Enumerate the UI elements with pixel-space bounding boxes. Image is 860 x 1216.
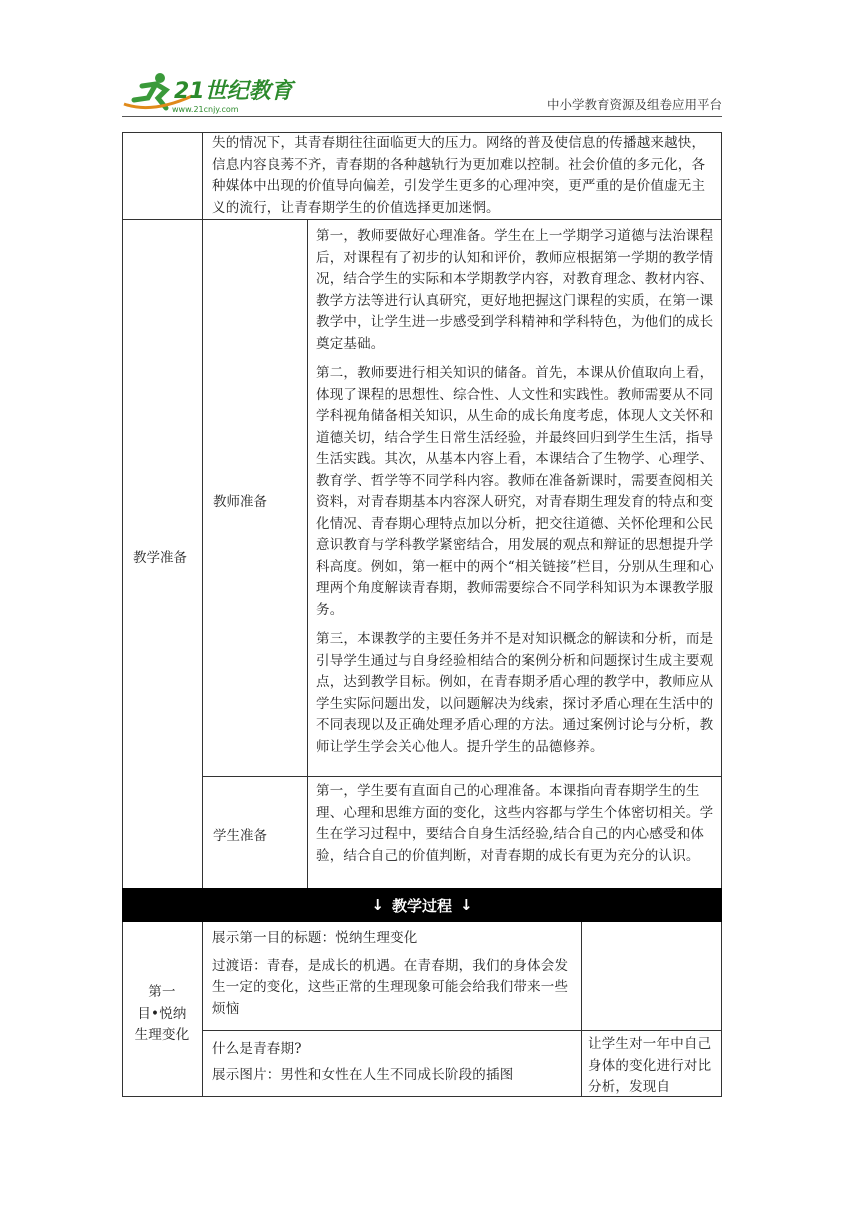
- arrow-down-icon: ↓: [460, 896, 473, 914]
- section1-image-note: 展示图片：男性和女性在人生不同成长阶段的插图: [212, 1066, 514, 1083]
- teacher-prep-p2: 第二，教师要进行相关知识的储备。首先，本课从价值取向上看，体现了课程的思想性、综合性、人文性和实践性。教师需要从不同学科视角储备相关知识，从生命的成长角度考虑，体现人文关怀和道德关切，结合学生日常生活经验，并最终回归到学生生活，指导生活实践。其次，从基本内容上看，本课结合了生物学、心理学、教育学、哲学等不同学科内容。教师在准备新课时，需要查阅相关资料，对青春期基本内容深人研究，对青春期生理发育的特点和变化情况、青春期心理特点加以分析，把交往道德、关怀伦理和公民意识教育与学科教学紧密结合，用发展的观点和辩证的思想提升学科高度。例如，第一框中的两个“相关链接”栏目，分别从生理和心理两个角度解读青春期，教师需要综合不同学科知识为本课教学服务。: [316, 365, 714, 618]
- arrow-down-icon: ↓: [371, 896, 384, 914]
- teacher-prep-content: [316, 226, 716, 758]
- logo: [122, 68, 322, 118]
- prep-label: 教学准备: [133, 550, 187, 566]
- intro-paragraph: 失的情况下，其青春期往往面临更大的压力。网络的普及使信息的传播越来越快，信息内容良莠不齐，青春期的各种越轨行为更加难以控制。社会价值的多元化，各种媒体中出现的价值导向偏差，引发学生更多的心理冲突，更严重的是价值虚无主义的流行，让青春期学生的价值选择更加迷惘。: [212, 135, 706, 216]
- student-prep-label: 学生准备: [213, 828, 267, 844]
- section1-label-line3: 生理变化: [134, 1027, 190, 1043]
- process-title: 教学过程: [391, 896, 452, 915]
- section1-side-note: 让学生对一年中自己身体的变化进行对比分析，发现自: [588, 1036, 712, 1095]
- teacher-prep-p3: 第三，本课教学的主要任务并不是对知识概念的解读和分析，而是引导学生通过与自身经验相结合的案例分析和问题探讨生成主要观点，达到教学目标。例如，在青春期矛盾心理的教学中，教师应从学生实际问题出发，以问题解决为线索，探讨矛盾心理在生活中的不同表现以及正确处理矛盾心理的方法。通过案例讨论与分析，教师让学生学会关心他人。提升学生的品德修养。: [316, 631, 714, 755]
- runner-logo-icon: [122, 68, 322, 118]
- header-divider: [122, 116, 722, 117]
- section1-label: [124, 982, 200, 1047]
- teacher-prep-p1: 第一，教师要做好心理准备。学生在上一学期学习道德与法治课程后，对课程有了初步的认知和评价，教师应根据第一学期的教学情况，结合学生的实际和本学期教学内容，对教育理念、教材内容、教学方法等进行认真研究，更好地把握这门课程的实质，在第一课教学中，让学生进一步感受到学科精神和学科特色，为他们的成长奠定基础。: [316, 228, 714, 352]
- section1-transition: 过渡语：青春，是成长的机遇。在青春期，我们的身体会发生一定的变化，这些正常的生理现象可能会给我们带来一些烦恼: [212, 957, 569, 1017]
- process-banner: [122, 888, 722, 922]
- teacher-prep-label: 教师准备: [213, 494, 267, 510]
- section1-label-line1: 第一: [148, 984, 176, 1000]
- section1-question: 什么是青春期?: [212, 1041, 302, 1057]
- platform-name: 中小学教育资源及组卷应用平台: [546, 97, 722, 112]
- section1-title-line: 展示第一目的标题：悦纳生理变化: [212, 930, 418, 946]
- logo-title: 21世纪教育: [174, 79, 293, 104]
- section1-row2: [212, 1039, 574, 1086]
- student-prep-content: 第一，学生要有直面自己的心理准备。本课指向青春期学生的生理、心理和思维方面的变化，这些内容都与学生个体密切相关。学生在学习过程中，要结合自身生活经验,结合自己的内心感受和体验，结合自己的价值判断，对青春期的成长有更为充分的认识。: [316, 783, 714, 864]
- logo-url: www.21cnjy.com: [172, 105, 239, 114]
- section1-label-line2: 目•悦纳: [137, 1005, 187, 1022]
- section1-row1: [212, 928, 574, 1020]
